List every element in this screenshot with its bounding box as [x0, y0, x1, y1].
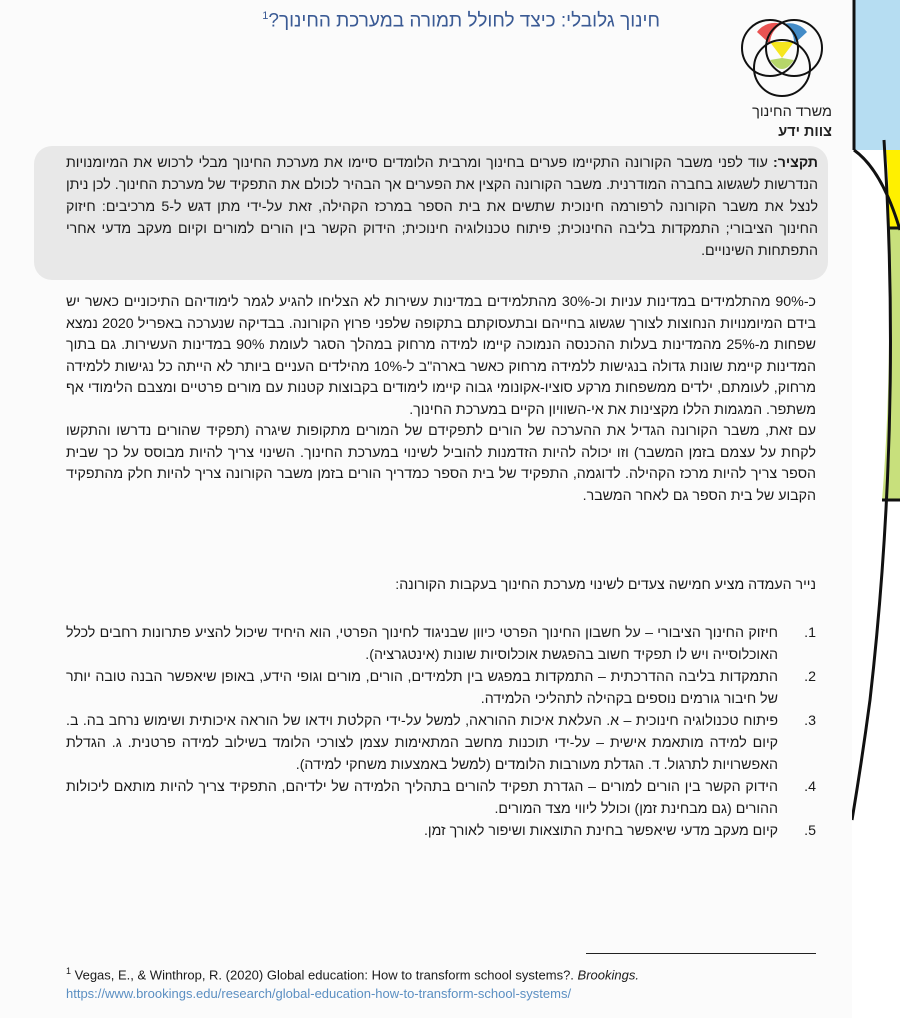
step-text: פיתוח טכנולוגיה חינוכית – א. העלאת איכות ההוראה, למשל על-ידי הקלטת וידאו של הוראה איכותית ושימוש נרחב בה. ב. קיום למידה מותאמת אישית – על-ידי תוכנות מחשב המתאימות עצמן לצורכי הלומד בשילוב למידה פרטנית. ג. הגדלת האפשרויות לתרגול. ד. הגדלת מעורבות הלומדים (למשל באמצעות משחקי למידה). [66, 713, 778, 773]
footnote-citation: Vegas, E., & Winthrop, R. (2020) Global education: How to transform school systems?. [74, 967, 574, 983]
footnote-link[interactable]: https://www.brookings.edu/research/global-education-how-to-transform-school-systems/ [66, 986, 572, 1002]
list-item [66, 622, 816, 666]
team-name: צוות ידע [778, 124, 832, 140]
summary-label: תקציר: [773, 155, 818, 171]
body-paragraph-2: עם זאת, משבר הקורונה הגדיל את ההערכה של הורים לתפקידם של המורים מתקופות שיגרה (תפקיד שהורים נדרשו והתקשו לקחת על עצמם בזמן המשבר) וזו יכולה להיות הזדמנות להוביל לשינוי במערכת החינוך. השינוי צריך להיות מבוסס על כך שבית הספר צריך להיות מרכז הקהילה. לדוגמה, התפקיד של בית הספר כמדריך הורים בזמן משבר הקורונה צריך להיות חלק מהתפקיד הקבוע של בית הספר גם לאחר המשבר. [66, 423, 816, 504]
step-number: 2. [804, 669, 816, 685]
body-text [66, 292, 816, 507]
step-number: 3. [804, 713, 816, 729]
ministry-name: משרד החינוך [752, 104, 832, 120]
body-paragraph-1: כ-90% מהתלמידים במדינות עניות וכ-30% מהתלמידים במדינות עשירות לא הצליחו להגיע לגמר לימודיהם התיכוניים כאשר יש בידם המיומנויות הנחוצות לצורך שגשוג בחייהם ובתעסוקתם בתקופה שלפני פרוץ הקורונה. בבדיקה שנערכה באפריל 2020 נמצא שפחות מ-25% מהמדינות בעלות ההכנסה הנמוכה קיימו למידה מרחוק במהלך הסגר לעומת 90% במדינות העשירות. גם בתוך המדינות קיימת שונות גדולה בנגישות ללמידה מרחוק כאשר בארה"ב ל-10% מהילדים העניים ביותר לא הייתה כל נגישות ללמידה מרחוק, לעומתם, ילדים ממשפחות מרקע סוציו-אקונומי גבוה קיימו לימודים בקבוצות קטנות עם מורים פרטיים ומצבם הלימודי אף משתפר. המגמות הללו מקצינות את אי-השוויון הקיים במערכת החינוך. [66, 294, 816, 418]
step-text: התמקדות בליבה ההדרכתית – התמקדות במפגש בין תלמידים, הורים, מורים וגופי הידע, באופן שיאפשר הבנה טובה יותר של חיבור גורמים נוספים בקהילה לתהליכי הלמידה. [66, 669, 778, 707]
steps-intro: נייר העמדה מציע חמישה צעדים לשינוי מערכת החינוך בעקבות הקורונה: [395, 577, 816, 593]
decorative-circles-edge [852, 0, 900, 1018]
footnote [66, 962, 826, 1003]
step-text: הידוק הקשר בין הורים למורים – הגדרת תפקיד להורים בתהליך הלמידה של ילדיהם, התפקיד צריך להיות מותאם ליכולות ההורים (גם מבחינת זמן) וכולל ליווי מצד המורים. [66, 779, 778, 817]
step-text: חיזוק החינוך הציבורי – על חשבון החינוך הפרטי כיוון שבניגוד לחינוך הפרטי, הוא היחיד שיכול להציע פתרונות רחבים לכלל האוכלוסייה ויש לו תפקיד חשוב בהפגשת אוכלוסיות שונות (אינטגרציה). [66, 625, 778, 663]
step-text: קיום מעקב מדעי שיאפשר בחינת התוצאות ושיפור לאורך זמן. [423, 823, 778, 839]
list-item [66, 776, 816, 820]
ministry-block [752, 102, 832, 142]
footnote-ref: 1 [66, 966, 72, 976]
summary-text [66, 152, 818, 262]
list-item [66, 666, 816, 710]
step-number: 4. [804, 779, 816, 795]
footnote-divider [586, 953, 816, 954]
steps-list [66, 622, 816, 842]
step-number: 1. [804, 625, 816, 641]
title-footnote-ref: 1 [262, 10, 269, 22]
page-title-text: חינוך גלובלי: כיצד לחולל תמורה במערכת החינוך? [268, 10, 660, 32]
summary-body: עוד לפני משבר הקורונה התקיימו פערים בחינוך ומרבית הלומדים סיימו את מערכת החינוך מבלי לרכוש את המיומנויות הנדרשות לשגשוג בחברה המודרנית. משבר הקורונה הקצין את הפערים אך הבהיר לכולם את התפקיד של מערכת החינוך. לכן ניתן לנצל את משבר הקורונה לרפורמה חינוכית שתשים את בית הספר במרכז הקהילה, זאת על-ידי מתן דגש ל-5 מרכיבים: חיזוק החינוך הציבורי; התמקדות בליבה החינוכית; פיתוח טכנולוגיה חינוכית; הידוק הקשר בין הורים למורים וקיום מעקב מדעי אחרי התפתחות השינויים. [66, 155, 819, 259]
footnote-publisher: Brookings. [577, 967, 639, 983]
logo-circles-icon [732, 18, 832, 98]
ministry-logo [732, 18, 832, 98]
decorative-circles-graphic [852, 0, 900, 1018]
list-item [66, 710, 816, 776]
page-title [262, 10, 660, 32]
list-item [66, 820, 816, 842]
step-number: 5. [804, 823, 816, 839]
